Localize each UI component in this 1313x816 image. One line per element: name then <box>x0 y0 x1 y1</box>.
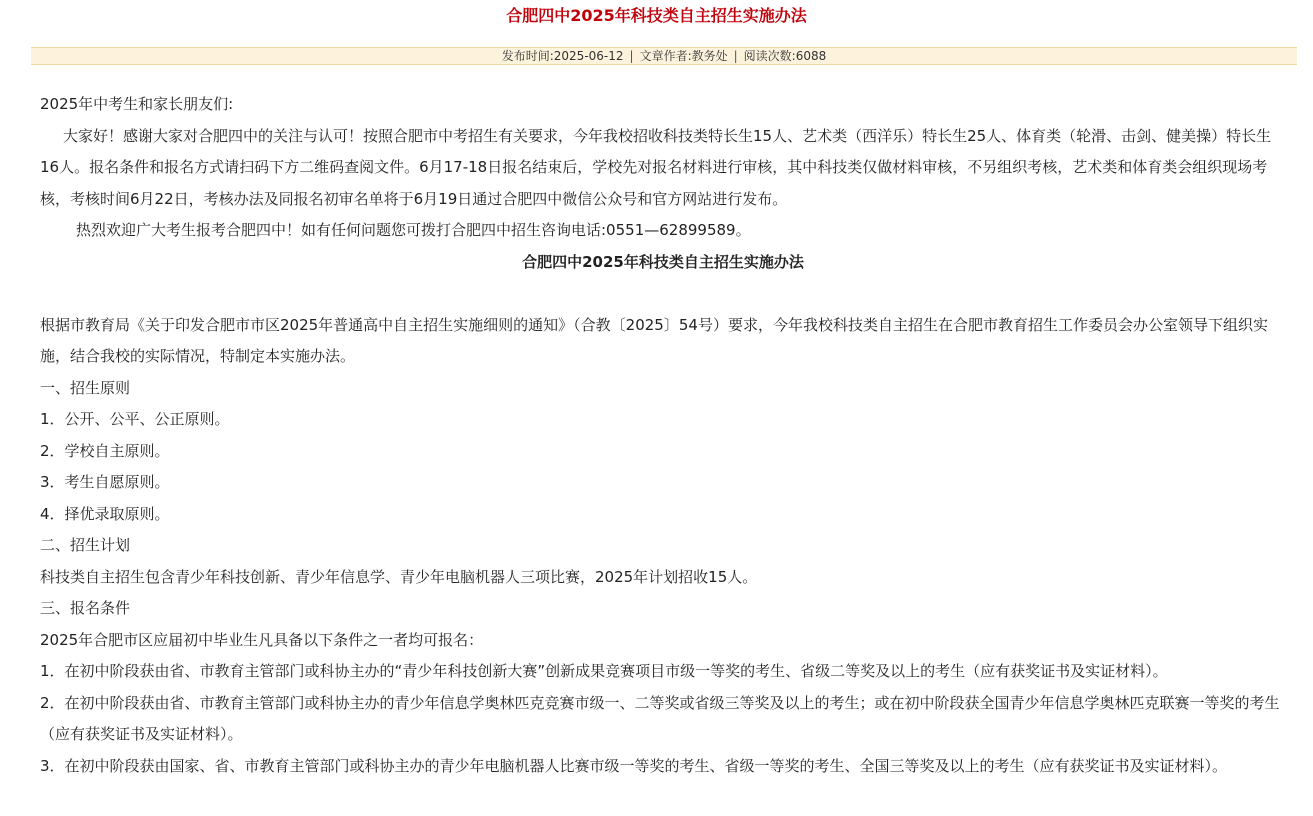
plan-paragraph: 科技类自主招生包含青少年科技创新、青少年信息学、青少年电脑机器人三项比赛，2025年计划招收15人。 <box>40 567 758 586</box>
page-title: 合肥四中2025年科技类自主招生实施办法 <box>506 6 807 25</box>
eligibility-intro: 2025年合肥市区应届初中毕业生凡具备以下条件之一者均可报名： <box>40 630 484 649</box>
section-heading-plan: 二、招生计划 <box>40 536 131 554</box>
section-title: 合肥四中2025年科技类自主招生实施办法 <box>522 252 804 271</box>
list-item: 3．在初中阶段获由国家、省、市教育主管部门或科协主办的青少年电脑机器人比赛市级一等奖的考生、省级一等奖的考生、全国三等奖及以上的考生（应有获奖证书及实证材料）。 <box>40 756 1228 775</box>
section-heading-principles: 一、招生原则 <box>40 378 131 397</box>
article-author: 文章作者:教务处 <box>639 49 728 63</box>
welcome-paragraph: 热烈欢迎广大考生报考合肥四中！如有任何问题您可拨打合肥四中招生咨询电话:0551—62899589。 <box>76 221 751 239</box>
blank-line <box>40 278 1286 310</box>
publish-time: 发布时间:2025-06-12 <box>501 49 624 63</box>
view-count: 阅读次数:6088 <box>743 49 827 63</box>
list-item: 1．公开、公平、公正原则。 <box>40 410 230 428</box>
article-body <box>40 89 1286 782</box>
meta-separator: | <box>629 49 634 63</box>
list-item: 4．择优录取原则。 <box>40 504 170 523</box>
list-item: 2．学校自主原则。 <box>40 441 170 460</box>
list-item: 2．在初中阶段获由省、市教育主管部门或科协主办的青少年信息学奥林匹克竞赛市级一、二等奖或省级三等奖及以上的考生；或在初中阶段获全国青少年信息学奥林匹克联赛一等奖的考生（应有获奖证书及实证材料）。 <box>40 693 1280 743</box>
greeting-paragraph: 2025年中考生和家长朋友们: <box>40 95 234 113</box>
article-meta-bar <box>31 47 1297 65</box>
basis-paragraph: 根据市教育局《关于印发合肥市市区2025年普通高中自主招生实施细则的通知》（合教〔2025〕54号）要求，今年我校科技类自主招生在合肥市教育招生工作委员会办公室领导下组织实施，结合我校的实际情况，特制定本实施办法。 <box>40 315 1268 365</box>
list-item: 1．在初中阶段获由省、市教育主管部门或科协主办的“青少年科技创新大赛”创新成果竞赛项目市级一等奖的考生、省级二等奖及以上的考生（应有获奖证书及实证材料）。 <box>40 662 1168 680</box>
meta-separator: | <box>733 49 738 63</box>
list-item: 3．考生自愿原则。 <box>40 473 170 491</box>
section-heading-eligibility: 三、报名条件 <box>40 599 131 617</box>
intro-paragraph: 大家好！感谢大家对合肥四中的关注与认可！按照合肥市中考招生有关要求，今年我校招收科技类特长生15人、艺术类（西洋乐）特长生25人、体育类（轮滑、击剑、健美操）特长生16人。报名条件和报名方式请扫码下方二维码查阅文件。6月17-18日报名结束后，学校先对报名材料进行审核，其中科技类仅做材料审核，不另组织考核，艺术类和体育类会组织现场考核，考核时间6月22日，考核办法及同报名初审名单将于6月19日通过合肥四中微信公众号和官方网站进行发布。 <box>40 126 1272 208</box>
